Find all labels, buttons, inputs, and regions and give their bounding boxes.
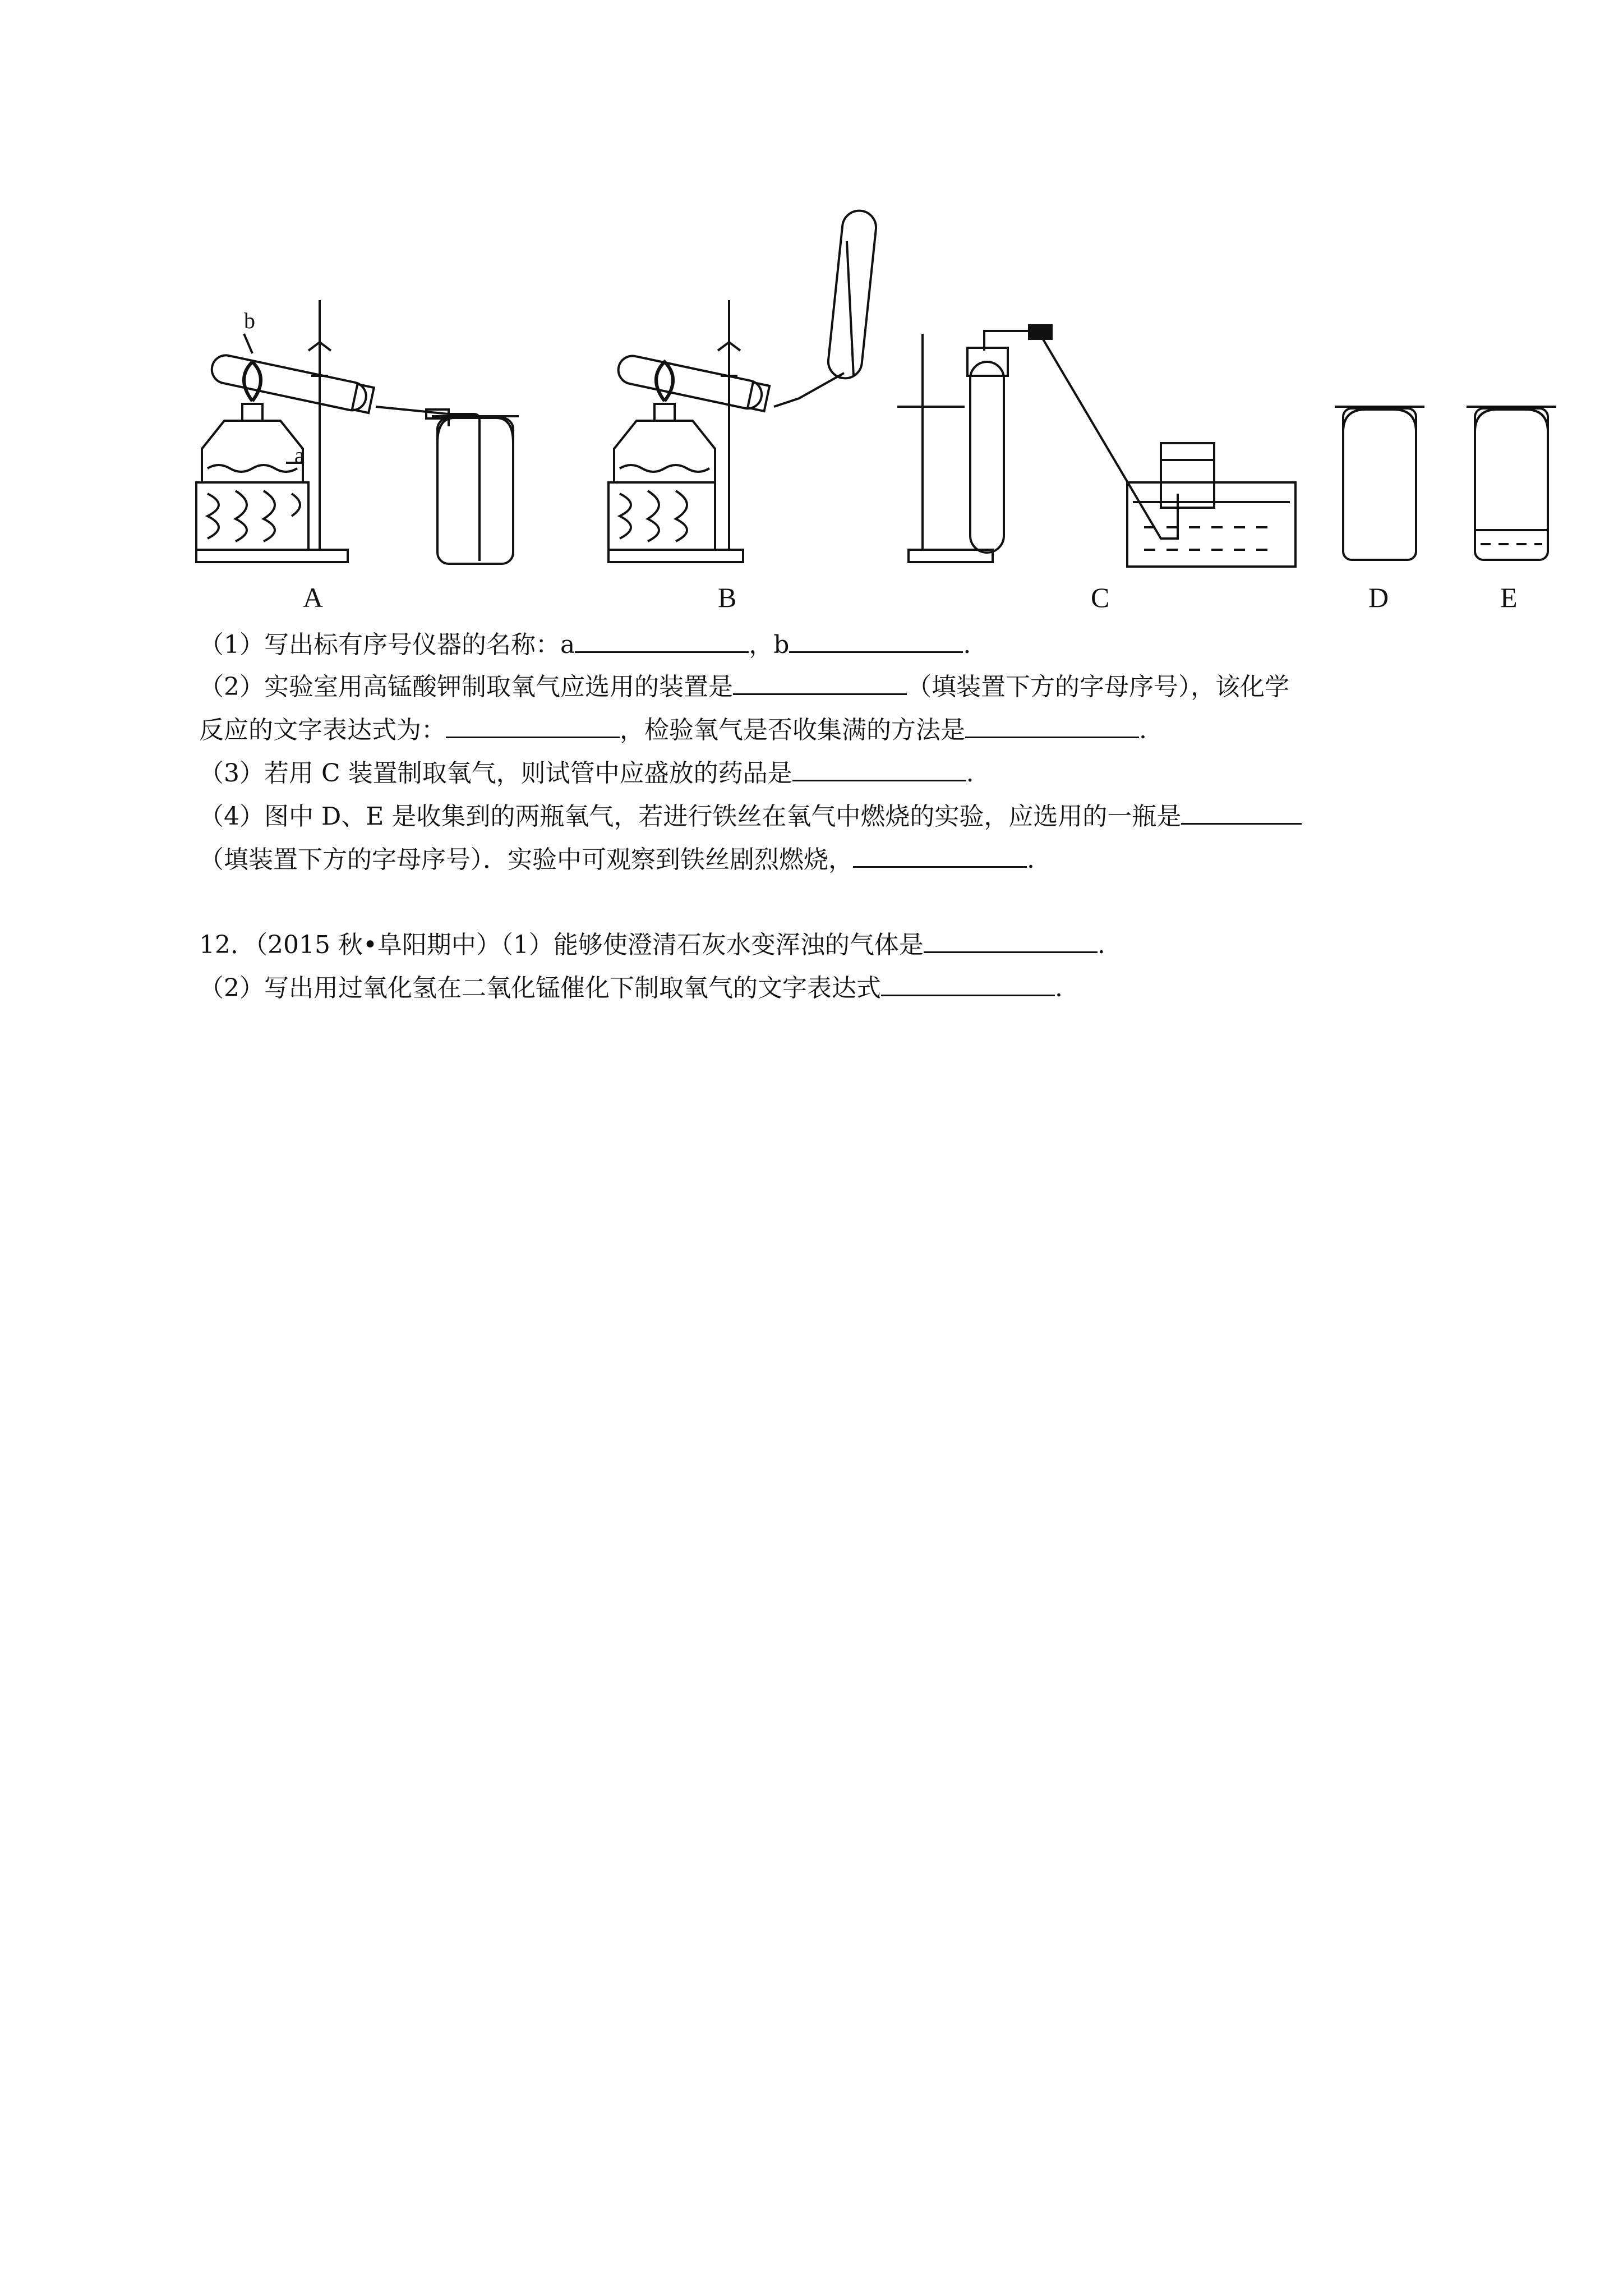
apparatus-d — [1335, 407, 1424, 560]
q12-part2: （2）写出用过氧化氢在二氧化锰催化下制取氧气的文字表达式 . — [199, 972, 1063, 1005]
label-b: B — [718, 582, 737, 611]
label-d: D — [1368, 582, 1389, 611]
label-e: E — [1500, 582, 1518, 611]
q12-part1: 12．（2015 秋•阜阳期中）（1）能够使澄清石灰水变浑浊的气体是 . — [199, 928, 1105, 962]
q11-part3: （3）若用 C 装置制取氧气，则试管中应盛放的药品是 . — [199, 757, 974, 790]
apparatus-c — [897, 325, 1295, 567]
answer-blank-peroxide-equation[interactable] — [881, 972, 1055, 996]
apparatus-b — [608, 209, 878, 562]
pointer-b: b — [244, 308, 255, 333]
q11-part4-line1: （4）图中 D、E 是收集到的两瓶氧气，若进行铁丝在氧气中燃烧的实验，应选用的一瓶是 — [199, 800, 1302, 834]
answer-blank-equation[interactable] — [446, 714, 620, 738]
q11-part2-line1: （2）实验室用高锰酸钾制取氧气应选用的装置是 （填装置下方的字母序号），该化学 — [199, 670, 1289, 704]
q11-part4-line2: （填装置下方的字母序号）．实验中可观察到铁丝剧烈燃烧， . — [199, 843, 1035, 877]
label-c: C — [1091, 582, 1110, 611]
apparatus-figure — [191, 208, 1576, 611]
q11-part2-line2: 反应的文字表达式为： ，检验氧气是否收集满的方法是 . — [199, 714, 1147, 747]
apparatus-a — [196, 300, 519, 564]
label-a: A — [303, 582, 324, 611]
answer-blank-apparatus[interactable] — [733, 671, 907, 695]
apparatus-e — [1467, 407, 1556, 560]
answer-blank-reagent[interactable] — [792, 757, 966, 781]
answer-blank-observation[interactable] — [853, 844, 1027, 868]
answer-blank-gas[interactable] — [924, 929, 1098, 953]
q11-part1: （1）写出标有序号仪器的名称：a ，b . — [199, 628, 971, 662]
answer-blank-check-method[interactable] — [965, 714, 1139, 738]
pointer-a: a — [294, 443, 305, 468]
answer-blank-bottle[interactable] — [1181, 800, 1302, 825]
answer-blank-a[interactable] — [575, 629, 749, 653]
answer-blank-b[interactable] — [789, 629, 963, 653]
